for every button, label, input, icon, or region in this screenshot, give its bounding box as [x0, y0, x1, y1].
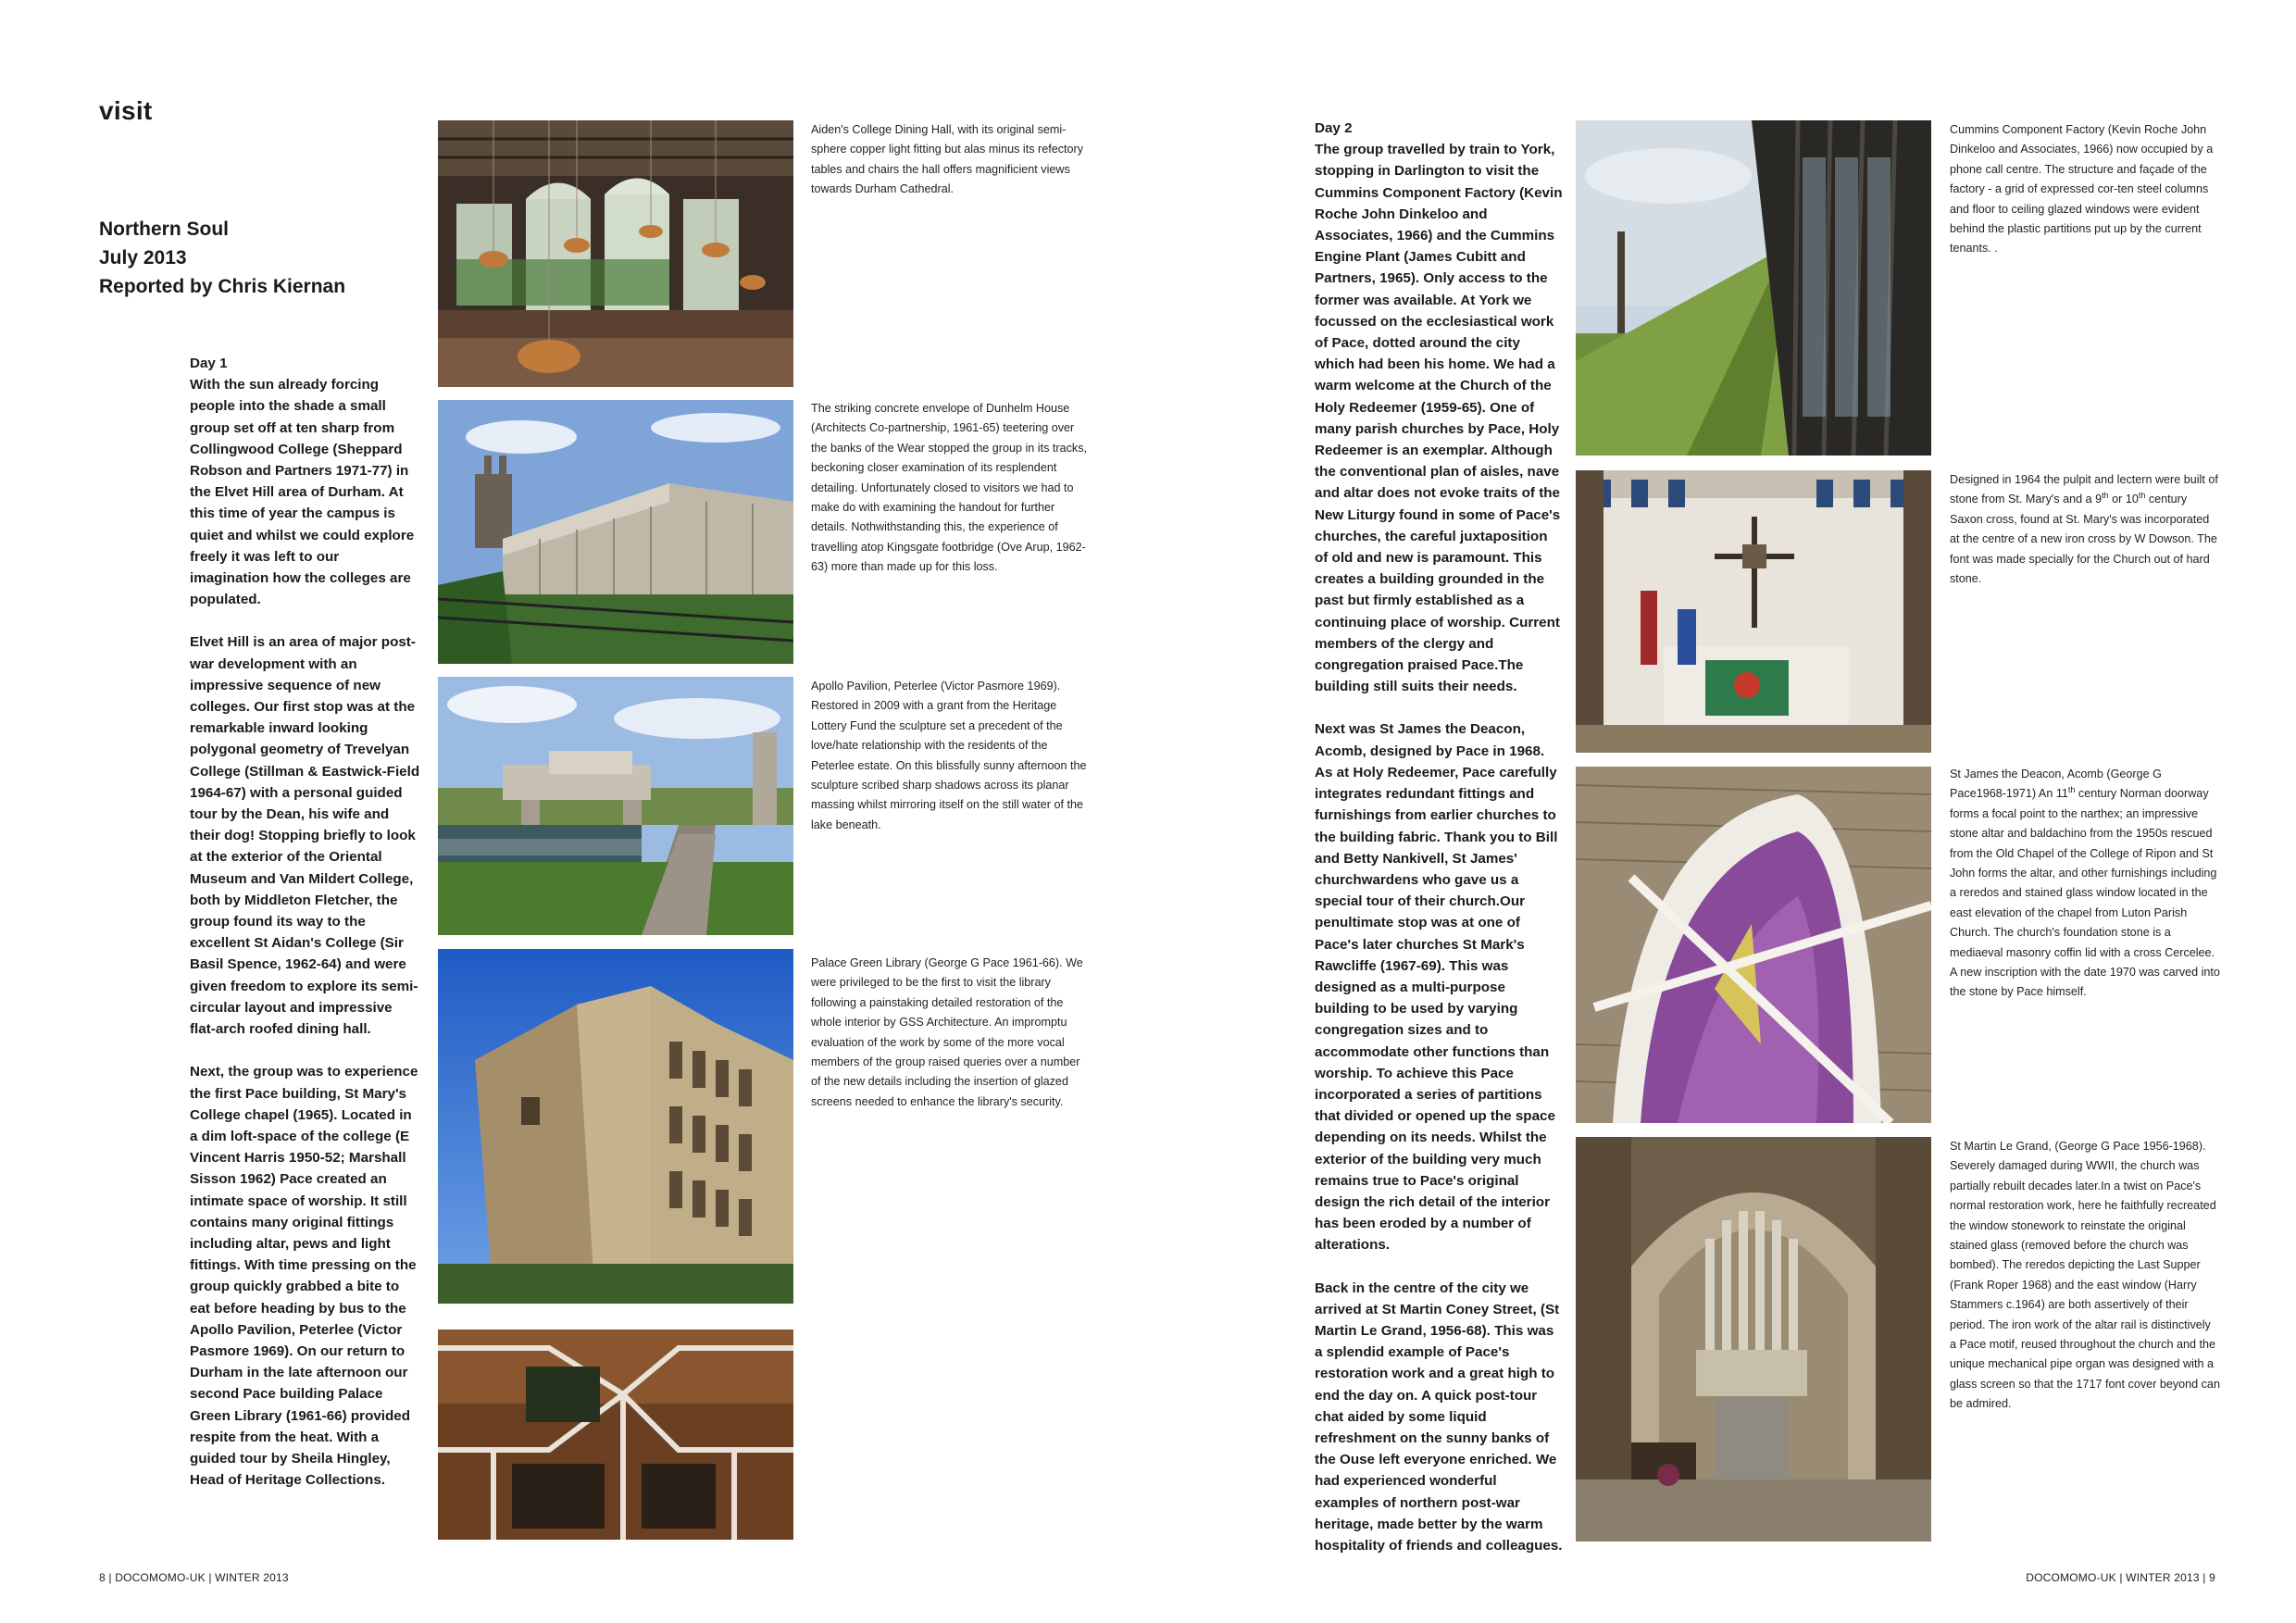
caption-apollo-pavilion: Apollo Pavilion, Peterlee (Victor Pasmore 1969). Restored in 2009 with a grant from the Heritage Lottery Fund the sculpture set a precedent of the love/hate relationship with the residents of the Peterlee estate. On this blissfully sunny afternoon the sculpture scribed sharp shadows across its planar massing whilst mirroring itself on the still water of the lake beneath.	[811, 680, 1087, 831]
article-title: Northern Soul	[99, 218, 229, 240]
day1-paragraph-3: Next, the group was to experience the first Pace building, St Mary's College chapel (1965). Located in a dim loft-space of the college (E Vincent Harris 1950-52; Marshall Sisson 1962) Pace created an intimate space of worship. It still contains many original fittings including altar, pews and light fittings. With time pressing on the group quickly grabbed a bite to eat before heading by bus to the Apollo Pavilion, Peterlee (Victor Pasmore 1969). On our return to Durham in the late afternoon our second Pace building Palace Green Library (1961-66) provided respite from the heat. With a guided tour by Sheila Hingley, Head of Heritage Collections.	[190, 1064, 418, 1489]
section-label: visit	[99, 96, 153, 125]
caption-cummins-factory: Cummins Component Factory (Kevin Roche John Dinkeloo and Associates, 1966) now occupied by a phone call centre. The structure and façade of the factory - a grid of expressed cor-ten steel columns and floor to ceiling glazed windows were evident behind the plastic partitions put up by the current tenants. .	[1950, 123, 2214, 256]
caption-st-james-deacon	[1950, 765, 2220, 1003]
caption-holy-redeemer-part-2: or 10	[2108, 493, 2139, 506]
caption-superscript: th	[2067, 785, 2076, 795]
photo-library-ceiling	[438, 1330, 793, 1540]
photo-cummins-factory	[1576, 120, 1931, 456]
photo-st-james-deacon	[1576, 767, 1931, 1123]
footer-left: 8 | DOCOMOMO-UK | WINTER 2013	[99, 1571, 289, 1584]
day2-column	[1315, 118, 1563, 1578]
article-headline	[99, 215, 345, 301]
caption-st-james-part-1: St James the Deacon, Acomb (George G Pace1968-1971) An 11	[1950, 768, 2162, 801]
day1-column	[190, 353, 421, 1512]
day1-paragraph-1: With the sun already forcing people into the shade a small group set off at ten sharp from Collingwood College (Sheppard Robson and Partners 1971-77) in the Elvet Hill area of Durham. At this time of year the campus is quiet and whilst we could explore freely it was left to our imagination how the colleges are populated.	[190, 377, 415, 608]
photo-dining-hall	[438, 120, 793, 387]
photo-st-martin-le-grand	[1576, 1137, 1931, 1542]
caption-palace-green-library: Palace Green Library (George G Pace 1961-66). We were privileged to be the first to visit the library following a painstaking detailed restoration of the whole interior by GSS Architecture. An impromptu evaluation of the work by some of the more vocal members of the group raised queries over a number of the new details including the insertion of glazed screens needed to enhance the library's security.	[811, 956, 1083, 1108]
article-reporter: Reported by Chris Kiernan	[99, 276, 346, 297]
day1-heading: Day 1	[190, 356, 228, 371]
day2-paragraph-2: Next was St James the Deacon, Acomb, designed by Pace in 1968. As at Holy Redeemer, Pace carefully integrates redundant fittings and furnishings from earlier churches to the building fabric. Thank you to Bill and Betty Nankivell, St James' churchwardens who gave us a special tour of their church.Our penultimate stop was at one of Pace's later churches St Mark's Rawcliffe (1967-69). This was designed as a multi-purpose building to be used by varying congregation sizes and to accommodate other functions than worship. To achieve this Pace incorporated a series of partitions that divided or opened up the space depending on its needs. Whilst the exterior of the building very much remains true to Pace's original design the rich detail of the interior has been eroded by a number of alterations.	[1315, 721, 1558, 1254]
caption-holy-redeemer-part-3: century Saxon cross, found at St. Mary's was incorporated at the centre of a new iron cross by W Dowson. The font was made specially for the Church out of hard stone.	[1950, 493, 2217, 586]
photo-apollo-pavilion	[438, 677, 793, 935]
caption-superscript: th	[2138, 491, 2146, 501]
day2-paragraph-3: Back in the centre of the city we arrived at St Martin Coney Street, (St Martin Le Grand, 1956-68). This was a splendid example of Pace's restoration work and a great high to end the day on. A quick post-tour chat aided by some liquid refreshment on the sunny banks of the Ouse left everyone enriched. We had experienced wonderful examples of northern post-war heritage, made better by the warm hospitality of friends and colleagues.	[1315, 1280, 1563, 1554]
footer-right: DOCOMOMO-UK | WINTER 2013 | 9	[2026, 1571, 2215, 1584]
photo-holy-redeemer	[1576, 470, 1931, 753]
caption-dunhelm-house: The striking concrete envelope of Dunhelm House (Architects Co-partnership, 1961-65) teetering over the banks of the Wear stopped the group in its tracks, beckoning closer examination of its resplendent detailing. Unfortunately closed to visitors we had to make do with examining the handout for further details. Nothwithstanding this, the experience of travelling atop Kingsgate footbridge (Ove Arup, 1962-63) more than made up for this loss.	[811, 402, 1087, 574]
caption-st-martin-le-grand: St Martin Le Grand, (George G Pace 1956-1968). Severely damaged during WWII, the church was partially rebuilt decades later.In a twist on Pace's normal restoration work, here he faithfully recreated the window stonework to reinstate the original stained glass (removed before the church was bombed). The reredos depicting the Last Supper (Frank Roper 1968) and the east window (Harry Stammers c.1964) are both assertively of their period. The iron work of the altar rail is distinctively a Pace motif, reused throughout the church and the unique mechanical pipe organ was designed with a glass screen so that the 1717 font cover beyond can be admired.	[1950, 1140, 2220, 1411]
photo-palace-green-library	[438, 949, 793, 1304]
caption-st-james-part-2: century Norman doorway forms a focal point to the narthex; an impressive stone altar and baldachino from the 1950s rescued from the Old Chapel of the College of Ripon and St John forms the altar, and other furnishings including a reredos and stained glass window located in the east elevation of the chapel from Luton Parish Church. The church's foundation stone is a mediaeval masonry coffin lid with a cross Cercelee. A new inscription with the date 1970 was carved into the stone by Pace himself.	[1950, 787, 2220, 999]
caption-superscript: th	[2102, 491, 2109, 501]
day1-paragraph-2: Elvet Hill is an area of major post-war development with an impressive sequence of new colleges. Our first stop was at the remarkable inward looking polygonal geometry of Trevelyan College (Stillman & Eastwick-Field 1964-67) with a personal guided tour by the Dean, his wife and their dog! Stopping briefly to look at the exterior of the Oriental Museum and Van Mildert College, both by Middleton Fletcher, the group found its way to the excellent St Aidan's College (Sir Basil Spence, 1962-64) and were given freedom to explore its semi-circular layout and impressive flat-arch roofed dining hall.	[190, 634, 420, 1038]
caption-holy-redeemer	[1950, 470, 2220, 589]
article-date: July 2013	[99, 247, 187, 268]
day2-paragraph-1: The group travelled by train to York, stopping in Darlington to visit the Cummins Component Factory (Kevin Roche John Dinkeloo and Associates, 1966) and the Cummins Engine Plant (James Cubitt and Partners, 1965). Only access to the former was available. At York we focussed on the ecclesiastical work of Pace, dotted around the city which had been his home. We had a warm welcome at the Church of the Holy Redeemer (1959-65). One of many parish churches by Pace, Holy Redeemer is an exemplar. Although the conventional plan of aisles, nave and altar does not evoke traits of the New Liturgy found in some of Pace's churches, the careful juxtaposition of old and new is paramount. This creates a building grounded in the past but firmly established as a continuing place of worship. Current members of the clergy and congregation praised Pace.The building still suits their needs.	[1315, 142, 1563, 695]
caption-dining-hall: Aiden's College Dining Hall, with its original semi-sphere copper light fitting but alas minus its refectory tables and chairs the hall offers magnificient views towards Durham Cathedral.	[811, 123, 1083, 196]
photo-dunhelm-house	[438, 400, 793, 664]
day2-heading: Day 2	[1315, 120, 1353, 136]
caption-holy-redeemer-part-1: Designed in 1964 the pulpit and lectern were built of stone from St. Mary's and a 9	[1950, 473, 2218, 506]
